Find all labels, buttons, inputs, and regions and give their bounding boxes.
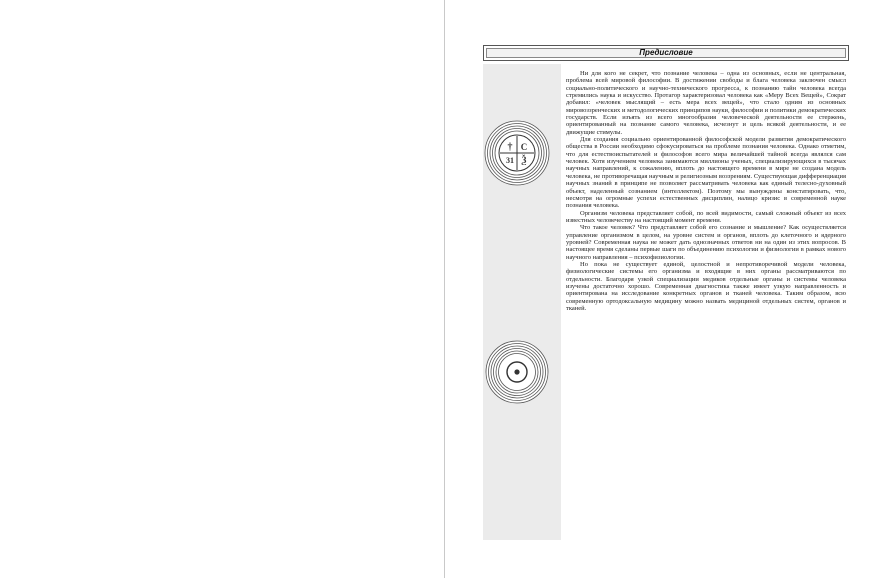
concentric-circles-icon — [485, 340, 549, 404]
body-text — [566, 70, 846, 312]
paragraph: Что такое человек? Что представляет собой его сознание и мышление? Как осуществляется управление организмом в целом, на уровне систем и органов, вплоть до клеточного и ядерного уровней? Современная наука не может дать однозначных ответов ни на один из этих вопросов. В настоящее время сделаны первые шаги по объединению психологии и физиологии в рамках нового научного направления – психофизиологии. — [566, 224, 846, 261]
emblem-quadrant-bottom-left: 31 — [506, 156, 514, 165]
emblem-quadrant-top-left: † — [507, 142, 513, 153]
cross-emblem-icon — [484, 120, 550, 186]
emblem-quadrant-top-right: C — [520, 142, 528, 152]
chapter-header — [483, 45, 849, 61]
paragraph: Для создания социально ориентированной философской модели развития демократического общества в России необходимо сфокусироваться на проблеме познания человека. Однако отметим, что для естествоиспытателей и философов всего мира величайшей тайной всегда являлся сам человек. Хотя изучением человека занимаются миллионы ученых, специализирующихся в тысячах научных направлений, к сожалению, вплоть до настоящего времени в мире не создана модель человека, не противоречащая научным и религиозным воззрениям. Существующая дифференциация научных знаний в принципе не позволяет рассматривать человека как единый телесно-духовный объект, наделенный сознанием (интеллектом). Поэтому мы вынуждены констатировать, что, несмотря на огромные успехи естественных дисциплин, налицо кризис в современной науке познания человека. — [566, 136, 846, 210]
emblem-quadrant-bottom-right: Ѯ — [521, 155, 527, 165]
page-title: Предисловие — [639, 48, 693, 57]
paragraph: Но пока не существует единой, целостной и непротиворечивой модели человека, физиологические системы его организма и входящие в них органы рассматриваются по отдельности. Благодаря узкой специализации медиков отдельные органы и системы человека изучены достаточно хорошо. Современная диагностика также имеет узкую направленность и ориентирована на исследование конкретных органов и тканей человека. Таким образом, всю современную ортодоксальную медицину можно назвать медициной отдельных систем, органов и тканей. — [566, 260, 846, 312]
paragraph: Организм человека представляет собой, по всей видимости, самый сложный объект из всех известных человечеству на настоящий момент времени. — [566, 209, 846, 224]
paragraph: Ни для кого не секрет, что познание человека – одна из основных, если не центральная, проблема всей мировой философии. В достижении свободы и блага человека заключен смысл социально-политического и научно-технического прогресса, к познанию тайн человека всегда стремились наука и искусство. Протагор характеризовал человека как «Меру Всех Вещей», Сократ добавил: «человек мыслящий – есть мера всех вещей», что стало одним из основных мировоззренческих и методологических принципов науки, философии и политики демократических государств. Если изъять из всего многообразия человеческой деятельности ее стержень, ориентированный на познание самого человека, исчезнут и цель всякой деятельности, и ее движущие стимулы. — [566, 70, 846, 136]
